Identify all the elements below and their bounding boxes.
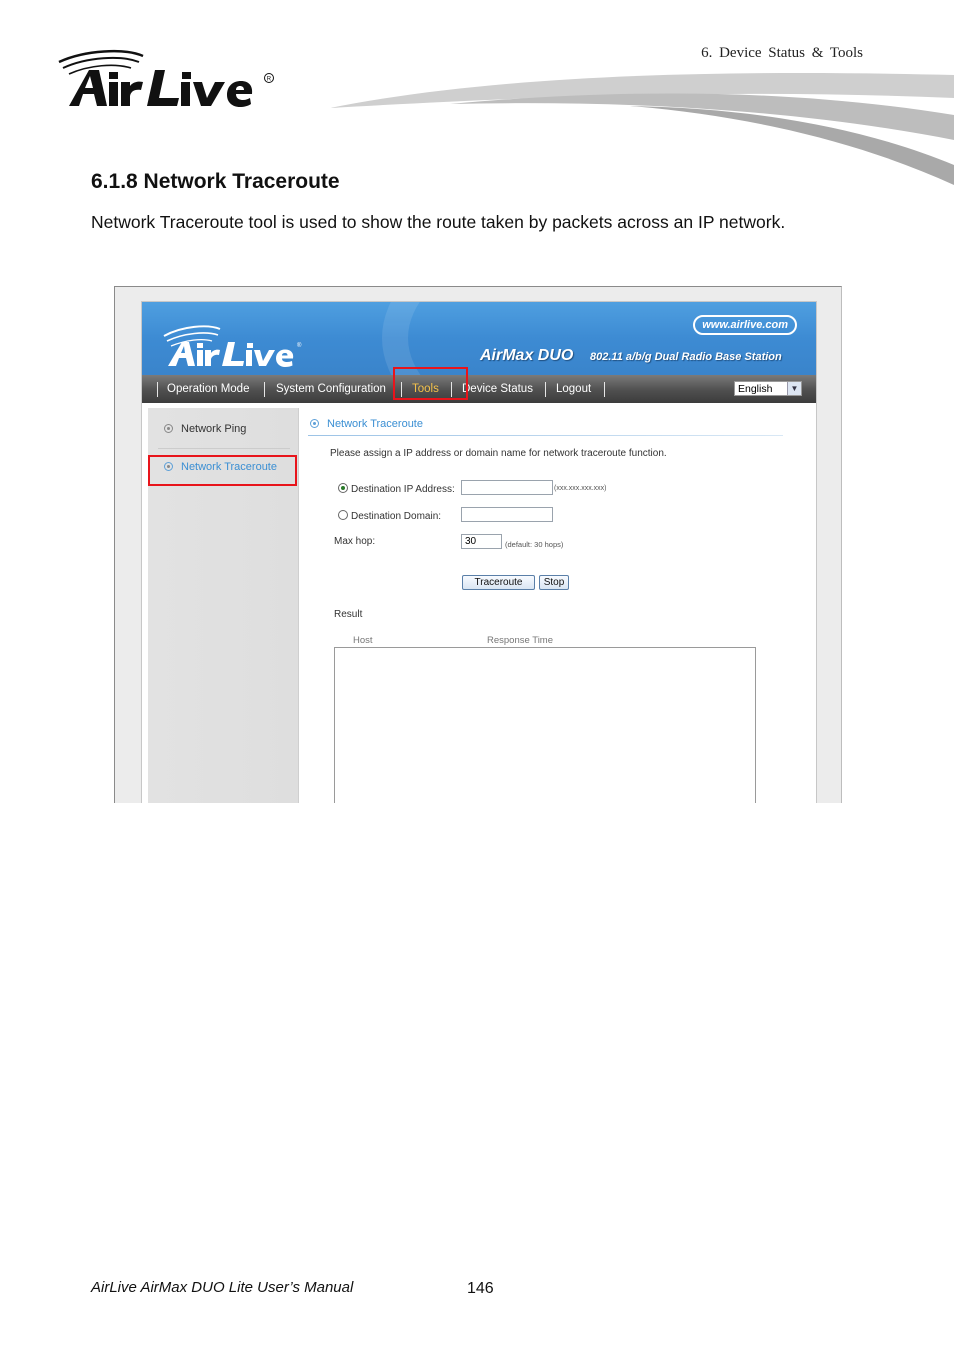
product-subtitle: 802.11 a/b/g Dual Radio Base Station xyxy=(590,351,782,363)
dest-domain-radio[interactable] xyxy=(338,510,348,520)
chevron-down-icon[interactable]: ▼ xyxy=(787,382,801,395)
sidebar-item-network-ping[interactable] xyxy=(164,423,246,435)
content-title xyxy=(310,418,423,430)
nav-separator xyxy=(157,382,158,397)
header-swoosh-decoration xyxy=(330,70,954,185)
main-nav xyxy=(142,375,816,403)
result-output-area[interactable] xyxy=(334,647,756,803)
dest-ip-option[interactable] xyxy=(338,483,455,495)
app-airlive-logo xyxy=(158,320,318,370)
nav-tools[interactable]: Tools xyxy=(412,383,439,395)
nav-separator xyxy=(264,382,265,397)
page-number: 146 xyxy=(467,1280,494,1297)
sidebar-divider xyxy=(158,448,290,449)
dest-ip-input[interactable] xyxy=(461,480,553,495)
svg-text:®: ® xyxy=(297,343,302,349)
max-hop-hint: (default: 30 hops) xyxy=(505,540,564,549)
dest-domain-option[interactable] xyxy=(338,510,441,522)
language-select[interactable] xyxy=(734,381,802,396)
intro-paragraph: Network Traceroute tool is used to show the route taken by packets across an IP network. xyxy=(91,212,786,232)
dest-ip-hint: (xxx.xxx.xxx.xxx) xyxy=(554,485,607,492)
dest-domain-label: Destination Domain: xyxy=(351,511,442,522)
section-title: 6.1.8 Network Traceroute xyxy=(91,170,340,193)
ui-screenshot xyxy=(114,286,842,803)
app-banner xyxy=(142,302,816,375)
traceroute-button[interactable]: Traceroute xyxy=(462,575,535,590)
max-hop-label: Max hop: xyxy=(334,536,376,547)
nav-logout[interactable]: Logout xyxy=(556,383,592,395)
nav-separator xyxy=(604,382,605,397)
content-divider xyxy=(308,435,783,436)
nav-system-configuration[interactable]: System Configuration xyxy=(276,383,386,395)
instruction-text: Please assign a IP address or domain name for network traceroute function. xyxy=(330,448,667,459)
nav-operation-mode[interactable]: Operation Mode xyxy=(167,383,250,395)
app-window xyxy=(141,301,817,803)
footer-manual-title: AirLive AirMax DUO Lite User’s Manual xyxy=(91,1279,354,1296)
bullet-ring-icon xyxy=(310,419,319,428)
airlive-logo xyxy=(55,48,285,112)
language-value: English xyxy=(738,383,773,395)
dest-ip-label: Destination IP Address: xyxy=(351,484,455,495)
website-link[interactable]: www.airlive.com xyxy=(693,315,797,335)
column-host: Host xyxy=(353,635,373,646)
highlight-tools-tab xyxy=(393,367,468,400)
svg-text:R: R xyxy=(266,76,272,83)
sidebar-item-label: Network Ping xyxy=(181,423,247,435)
banner-arc-decoration xyxy=(382,302,816,375)
content-title-text: Network Traceroute xyxy=(327,418,423,430)
sidebar-item-label: Network Traceroute xyxy=(181,461,277,473)
bullet-ring-icon xyxy=(164,424,173,433)
dest-ip-radio[interactable] xyxy=(338,483,348,493)
column-response-time: Response Time xyxy=(487,635,554,646)
chapter-heading: 6. Device Status & Tools xyxy=(701,45,863,61)
highlight-network-traceroute xyxy=(148,455,297,486)
dest-domain-input[interactable] xyxy=(461,507,553,522)
product-name: AirMax DUO xyxy=(480,347,574,364)
nav-separator xyxy=(545,382,546,397)
stop-button[interactable]: Stop xyxy=(539,575,569,590)
nav-device-status[interactable]: Device Status xyxy=(462,383,533,395)
max-hop-input[interactable]: 30 xyxy=(461,534,502,549)
result-label: Result xyxy=(334,609,363,620)
